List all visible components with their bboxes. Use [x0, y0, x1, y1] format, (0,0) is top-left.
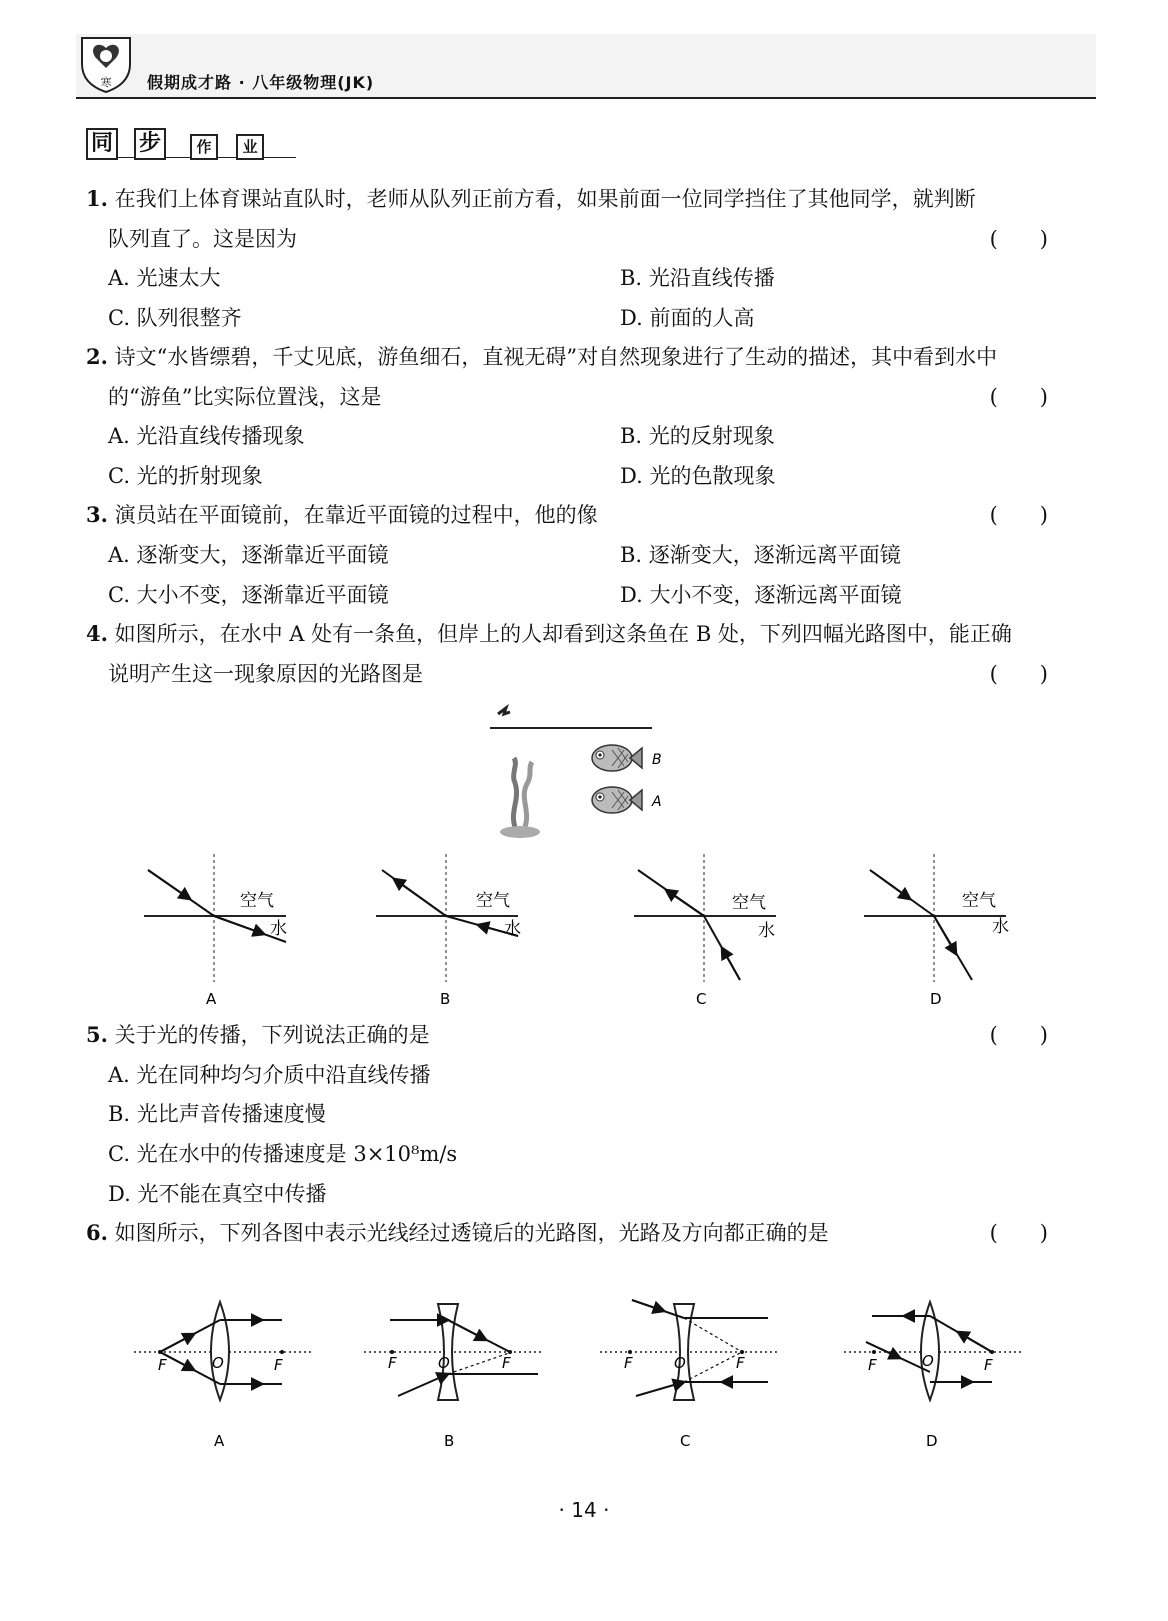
q1-option-b: B. 光沿直线传播 [620, 266, 775, 290]
svg-text:空气: 空气 [962, 891, 996, 911]
answer-paren: ( ) [989, 1221, 1048, 1245]
fish-b-icon [592, 745, 642, 771]
q2-option-c: C. 光的折射现象 [108, 464, 263, 488]
svg-text:F: F [868, 1356, 877, 1374]
q1-option-c: C. 队列很整齐 [108, 306, 242, 330]
question-2-line-1: 2. 诗文“水皆缥碧，千丈见底，游鱼细石，直视无碍”对自然现象进行了生动的描述，其中看到水中 [86, 344, 998, 369]
logo-text: 寒 [100, 76, 112, 89]
page-number: · 14 · [558, 1498, 610, 1522]
lens-diagram-b [362, 1296, 552, 1460]
svg-text:A: A [206, 990, 217, 1008]
q3-option-d: D. 大小不变，逐渐远离平面镜 [620, 583, 902, 607]
q5-option-d: D. 光不能在真空中传播 [108, 1182, 327, 1206]
q3-option-c: C. 大小不变，逐渐靠近平面镜 [108, 583, 389, 607]
eye-icon [498, 708, 510, 714]
svg-text:C: C [680, 1432, 691, 1450]
refraction-diagram-a [140, 852, 310, 1016]
svg-text:空气: 空气 [476, 891, 510, 911]
question-5-line-1: 5. 关于光的传播，下列说法正确的是 ( ) [86, 1022, 1048, 1047]
seaweed-icon [500, 758, 540, 838]
svg-text:水: 水 [758, 921, 775, 941]
question-4-line-2: 说明产生这一现象原因的光路图是 ( ) [108, 662, 1048, 686]
svg-text:B: B [440, 990, 451, 1008]
fish-b-label: B [652, 752, 662, 768]
q1-option-a: A. 光速太大 [108, 266, 221, 290]
svg-text:O: O [674, 1354, 686, 1372]
svg-text:F: F [984, 1356, 993, 1374]
refraction-diagram-b [372, 852, 542, 1016]
question-6-line-1: 6. 如图所示，下列各图中表示光线经过透镜后的光路图，光路及方向都正确的是 ( ) [86, 1220, 1048, 1245]
publisher-logo [78, 34, 134, 94]
fish-scene [488, 700, 688, 854]
q2-option-d: D. 光的色散现象 [620, 464, 776, 488]
section-char-2: 步 [134, 128, 166, 160]
svg-text:F: F [158, 1356, 167, 1374]
question-1-line-2: 队列直了。这是因为 ( ) [108, 227, 1048, 251]
answer-paren: ( ) [989, 227, 1048, 251]
svg-text:空气: 空气 [732, 893, 766, 913]
svg-text:O: O [212, 1354, 224, 1372]
svg-text:F: F [624, 1354, 633, 1372]
svg-text:F: F [274, 1356, 283, 1374]
answer-paren: ( ) [989, 1023, 1048, 1047]
q2-option-a: A. 光沿直线传播现象 [108, 424, 305, 448]
answer-paren: ( ) [989, 503, 1048, 527]
answer-paren: ( ) [989, 385, 1048, 409]
q3-option-a: A. 逐渐变大，逐渐靠近平面镜 [108, 543, 389, 567]
q2-option-b: B. 光的反射现象 [620, 424, 775, 448]
fish-a-icon [592, 787, 642, 813]
lens-diagram-d [842, 1296, 1032, 1460]
header-title: 假期成才路 · 八年级物理(JK) [147, 73, 375, 92]
svg-text:F: F [502, 1354, 511, 1372]
svg-text:C: C [696, 990, 707, 1008]
lens-diagram-c [598, 1296, 788, 1460]
section-char-4: 业 [236, 134, 264, 160]
section-char-1: 同 [86, 128, 118, 160]
svg-text:空气: 空气 [240, 891, 274, 911]
header-rule [76, 97, 1096, 99]
svg-text:F: F [736, 1354, 745, 1372]
svg-text:水: 水 [992, 917, 1009, 937]
q5-option-a: A. 光在同种均匀介质中沿直线传播 [108, 1063, 431, 1087]
svg-text:水: 水 [504, 919, 521, 939]
question-4-line-1: 4. 如图所示，在水中 A 处有一条鱼，但岸上的人却看到这条鱼在 B 处，下列四幅光路图中，能正确 [86, 621, 1012, 646]
svg-text:水: 水 [270, 919, 287, 939]
q5-option-b: B. 光比声音传播速度慢 [108, 1102, 326, 1126]
svg-text:B: B [444, 1432, 455, 1450]
lens-diagram-a [132, 1296, 322, 1460]
question-3-line-1: 3. 演员站在平面镜前，在靠近平面镜的过程中，他的像 ( ) [86, 502, 1048, 527]
svg-text:F: F [388, 1354, 397, 1372]
answer-paren: ( ) [989, 662, 1048, 686]
q1-option-d: D. 前面的人高 [620, 306, 755, 330]
q5-option-c: C. 光在水中的传播速度是 3×10⁸m/s [108, 1142, 458, 1166]
q3-option-b: B. 逐渐变大，逐渐远离平面镜 [620, 543, 901, 567]
refraction-diagram-c [630, 852, 800, 1016]
refraction-diagram-d [860, 852, 1030, 1016]
question-1-line-1: 1. 在我们上体育课站直队时，老师从队列正前方看，如果前面一位同学挡住了其他同学，就判断 [86, 186, 976, 211]
svg-text:D: D [926, 1432, 938, 1450]
svg-text:O: O [438, 1354, 450, 1372]
svg-text:O: O [922, 1352, 934, 1370]
section-char-3: 作 [190, 134, 218, 160]
question-2-line-2: 的“游鱼”比实际位置浅，这是 ( ) [108, 385, 1048, 409]
fish-a-label: A [652, 794, 662, 810]
svg-text:D: D [930, 990, 942, 1008]
svg-text:A: A [214, 1432, 225, 1450]
